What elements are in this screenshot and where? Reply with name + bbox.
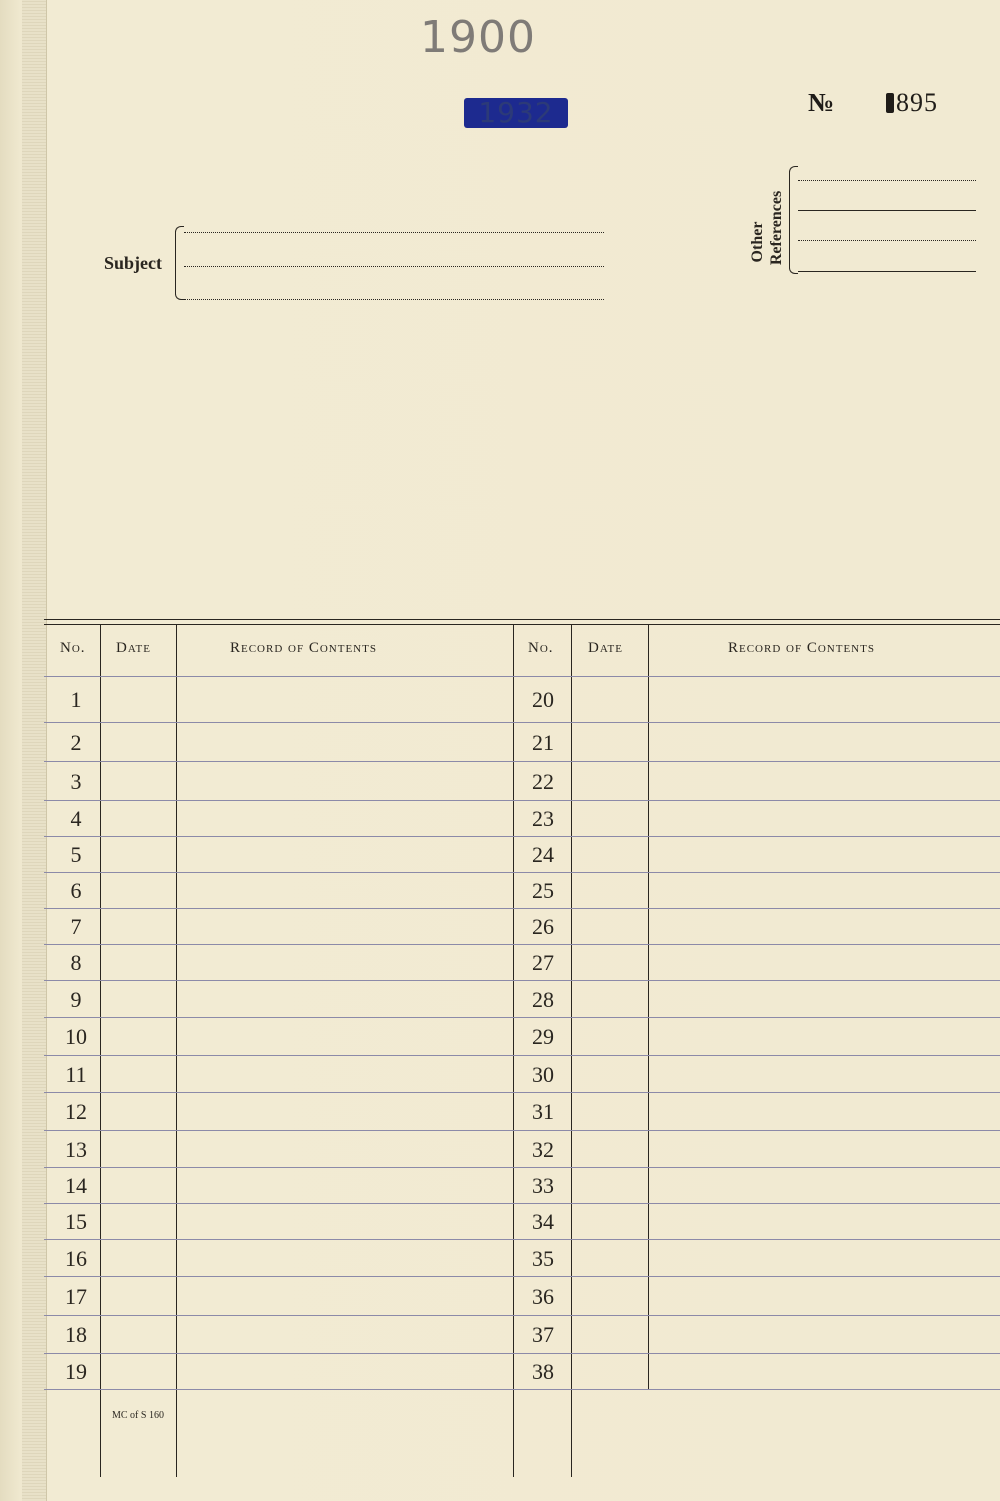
date-cell-left[interactable] <box>101 1132 176 1166</box>
record-cell-right[interactable] <box>649 1317 999 1352</box>
references-brace <box>789 166 798 274</box>
row-number-right: 31 <box>532 1099 554 1124</box>
record-cell-right[interactable] <box>649 1057 999 1091</box>
col-divider <box>513 625 514 1477</box>
record-cell-left[interactable] <box>177 1169 513 1202</box>
row-number-left: 15 <box>65 1209 87 1234</box>
record-cell-left[interactable] <box>177 874 513 907</box>
row-number-left: 1 <box>70 687 82 712</box>
year-stamp: 1900 <box>420 12 536 63</box>
date-cell-right[interactable] <box>572 1057 648 1091</box>
row-rule <box>44 1389 1000 1390</box>
record-cell-right[interactable] <box>649 724 999 760</box>
row-number-right: 35 <box>532 1245 554 1271</box>
date-cell-right[interactable] <box>572 678 648 721</box>
header-record-left: Record of Contents <box>230 640 377 656</box>
row-rule <box>44 1055 1000 1056</box>
date-cell-right[interactable] <box>572 982 648 1016</box>
record-cell-right[interactable] <box>649 802 999 835</box>
date-cell-right[interactable] <box>572 763 648 799</box>
row-number-right: 27 <box>532 950 554 975</box>
row-number-right: 25 <box>532 878 554 903</box>
row-number-right: 33 <box>532 1173 554 1198</box>
date-cell-left[interactable] <box>101 838 176 871</box>
row-number-left: 7 <box>70 914 82 939</box>
record-cell-right[interactable] <box>649 763 999 799</box>
date-cell-left[interactable] <box>101 1094 176 1129</box>
date-cell-left[interactable] <box>101 1278 176 1314</box>
row-rule <box>44 761 1000 762</box>
date-cell-left[interactable] <box>101 1205 176 1238</box>
row-number-left: 3 <box>70 768 82 794</box>
row-number-right: 34 <box>532 1209 554 1234</box>
date-cell-left[interactable] <box>101 946 176 979</box>
row-number-right: 38 <box>532 1359 554 1384</box>
header-rule <box>44 676 1000 677</box>
record-cell-left[interactable] <box>177 1019 513 1054</box>
date-cell-right[interactable] <box>572 802 648 835</box>
other-references-word-1: Other <box>749 221 766 263</box>
reference-line-1[interactable] <box>798 180 976 181</box>
record-cell-left[interactable] <box>177 838 513 871</box>
row-rule <box>44 872 1000 873</box>
row-number-left: 10 <box>65 1024 87 1049</box>
header-no-left: No. <box>60 640 86 656</box>
row-number-right: 21 <box>532 729 554 755</box>
record-cell-left[interactable] <box>177 1132 513 1166</box>
record-cell-left[interactable] <box>177 910 513 943</box>
form-code: MC of S 160 <box>112 1410 164 1421</box>
row-rule <box>44 980 1000 981</box>
header-date-right: Date <box>588 640 623 656</box>
row-rule <box>44 944 1000 945</box>
row-rule <box>44 1017 1000 1018</box>
row-number-right: 24 <box>532 842 554 867</box>
row-number-left: 4 <box>70 806 82 831</box>
other-references-label <box>736 164 796 274</box>
date-cell-right[interactable] <box>572 1169 648 1202</box>
table-top-rule-2 <box>44 624 1000 625</box>
row-number-right: 23 <box>532 806 554 831</box>
header-date-left: Date <box>116 640 151 656</box>
row-rule <box>44 1130 1000 1131</box>
row-rule <box>44 1276 1000 1277</box>
date-cell-right[interactable] <box>572 1019 648 1054</box>
record-cell-right[interactable] <box>649 1019 999 1054</box>
subject-label: Subject <box>104 253 162 273</box>
date-cell-left[interactable] <box>101 724 176 760</box>
record-cell-left[interactable] <box>177 1205 513 1238</box>
record-cell-right[interactable] <box>649 1278 999 1314</box>
date-cell-right[interactable] <box>572 1241 648 1275</box>
row-number-right: 22 <box>532 768 554 794</box>
row-number-left: 17 <box>65 1283 87 1309</box>
date-cell-left[interactable] <box>101 1241 176 1275</box>
file-number-label: № <box>808 88 835 117</box>
record-cell-left[interactable] <box>177 802 513 835</box>
record-cell-right[interactable] <box>649 1132 999 1166</box>
reference-line-2[interactable] <box>798 210 976 211</box>
row-number-left: 12 <box>65 1099 87 1124</box>
row-number-right: 20 <box>532 687 554 712</box>
subject-line-1[interactable] <box>184 232 604 233</box>
date-cell-left[interactable] <box>101 1019 176 1054</box>
record-cell-left[interactable] <box>177 763 513 799</box>
record-cell-right[interactable] <box>649 1241 999 1275</box>
record-cell-right[interactable] <box>649 678 999 721</box>
date-cell-left[interactable] <box>101 910 176 943</box>
date-cell-right[interactable] <box>572 874 648 907</box>
row-number-right: 37 <box>532 1322 554 1347</box>
date-cell-right[interactable] <box>572 1132 648 1166</box>
row-number-left: 5 <box>70 842 82 867</box>
date-cell-left[interactable] <box>101 1169 176 1202</box>
record-cell-right[interactable] <box>649 982 999 1016</box>
row-rule <box>44 800 1000 801</box>
date-cell-right[interactable] <box>572 1317 648 1352</box>
record-cell-left[interactable] <box>177 982 513 1016</box>
date-cell-right[interactable] <box>572 724 648 760</box>
record-cell-left[interactable] <box>177 1278 513 1314</box>
record-cell-left[interactable] <box>177 1241 513 1275</box>
record-cell-left[interactable] <box>177 1057 513 1091</box>
row-rule <box>44 1353 1000 1354</box>
row-number-left: 13 <box>65 1136 87 1162</box>
row-number-left: 14 <box>65 1173 87 1198</box>
record-cell-right[interactable] <box>649 838 999 871</box>
record-cell-right[interactable] <box>649 1094 999 1129</box>
record-cell-left[interactable] <box>177 1317 513 1352</box>
row-rule <box>44 908 1000 909</box>
date-cell-left[interactable] <box>101 763 176 799</box>
record-cell-left[interactable] <box>177 946 513 979</box>
subject-brace <box>175 226 184 300</box>
table-top-rule <box>44 619 1000 620</box>
row-number-left: 19 <box>65 1359 87 1384</box>
row-rule <box>44 1092 1000 1093</box>
date-cell-right[interactable] <box>572 946 648 979</box>
record-cell-left[interactable] <box>177 1355 513 1388</box>
record-cell-right[interactable] <box>649 1355 999 1388</box>
date-cell-right[interactable] <box>572 1355 648 1388</box>
reference-line-4[interactable] <box>798 271 976 272</box>
date-cell-left[interactable] <box>101 1057 176 1091</box>
date-cell-left[interactable] <box>101 874 176 907</box>
subject-line-2[interactable] <box>184 266 604 267</box>
row-rule <box>44 1239 1000 1240</box>
header-no-right: No. <box>528 640 554 656</box>
date-cell-right[interactable] <box>572 1094 648 1129</box>
date-cell-right[interactable] <box>572 1205 648 1238</box>
row-number-right: 28 <box>532 986 554 1012</box>
record-cell-right[interactable] <box>649 910 999 943</box>
header-record-right: Record of Contents <box>728 640 875 656</box>
row-number-left: 18 <box>65 1322 87 1347</box>
record-cell-left[interactable] <box>177 724 513 760</box>
date-cell-left[interactable] <box>101 982 176 1016</box>
date-cell-left[interactable] <box>101 802 176 835</box>
row-number-right: 26 <box>532 914 554 939</box>
row-number-left: 2 <box>70 729 82 755</box>
row-number-left: 9 <box>70 986 82 1012</box>
record-cell-right[interactable] <box>649 946 999 979</box>
file-number-value: 895 <box>886 88 938 118</box>
record-cell-right[interactable] <box>649 874 999 907</box>
subject-line-3[interactable] <box>184 299 604 300</box>
date-cell-right[interactable] <box>572 1278 648 1314</box>
date-cell-right[interactable] <box>572 910 648 943</box>
record-cell-left[interactable] <box>177 1094 513 1129</box>
row-rule <box>44 1167 1000 1168</box>
date-cell-left[interactable] <box>101 678 176 721</box>
row-rule <box>44 722 1000 723</box>
row-number-left: 6 <box>70 878 82 903</box>
row-number-left: 16 <box>65 1245 87 1271</box>
row-number-right: 30 <box>532 1061 554 1087</box>
year-stamp-blue: 1932 <box>464 98 568 128</box>
row-number-right: 36 <box>532 1283 554 1309</box>
other-references-word-2: References <box>768 190 785 266</box>
date-cell-left[interactable] <box>101 1317 176 1352</box>
record-cell-right[interactable] <box>649 1169 999 1202</box>
row-number-right: 32 <box>532 1136 554 1162</box>
record-cell-right[interactable] <box>649 1205 999 1238</box>
row-number-right: 29 <box>532 1024 554 1049</box>
row-rule <box>44 836 1000 837</box>
row-rule <box>44 1203 1000 1204</box>
record-cell-left[interactable] <box>177 678 513 721</box>
date-cell-left[interactable] <box>101 1355 176 1388</box>
row-number-left: 11 <box>65 1061 87 1087</box>
reference-line-3[interactable] <box>798 240 976 241</box>
date-cell-right[interactable] <box>572 838 648 871</box>
row-rule <box>44 1315 1000 1316</box>
row-number-left: 8 <box>70 950 82 975</box>
